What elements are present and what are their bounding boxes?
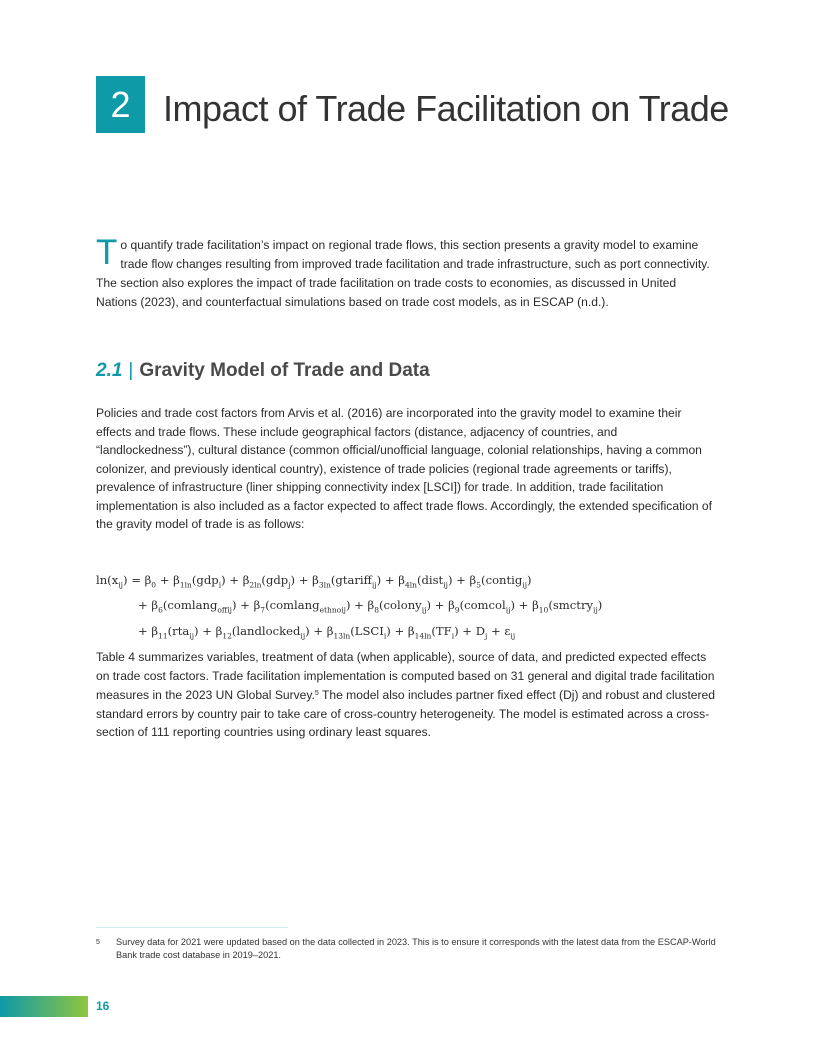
paragraph-2-text-b: The model also includes partner fixed effect (Dj) and robust and clustered standard errors by country pair to take care of cross-country heterogeneity. The model is estimated across a cross-section of 111 reporting countries using ordinary least squares. bbox=[96, 688, 716, 739]
gravity-equation bbox=[96, 570, 736, 646]
paragraph-2-text-a: Table 4 summarizes variables, treatment of data (when applicable), source of data, and predicted expected effects on trade cost factors. Trade facilitation implementation is computed based on 31 general and digital trade facilitation measures in the 2023 UN Global Survey. bbox=[96, 650, 715, 702]
footnote-divider bbox=[96, 927, 288, 928]
section-heading bbox=[96, 358, 430, 384]
footnote bbox=[96, 936, 718, 962]
chapter-number-badge: 2 bbox=[96, 76, 145, 133]
equation-line-3: + $\beta_{11}(rta_{ij})$ + $\beta_{12}(landlocked_{ij})$ + $\beta_{13ln}(LSCI_i) + \beta_{14ln}(TF_i) + D_j + \varepsilon_{ij}$ bbox=[138, 623, 516, 640]
drop-cap: T bbox=[96, 233, 118, 272]
body-paragraph-1: Policies and trade cost factors from Arvis et al. (2016) are incorporated into the gravity model to examine their effects and trade flows. These include geographical factors (distance, adjacency of countries, and “landlockedness”), cultural distance (common official/unofficial language, colonial relationships, having a common colonizer, and previously identical country), existence of trade policies (regional trade agreements or tariffs), prevalence of infrastructure (liner shipping connectivity index [LSCI]) for trade. In addition, trade facilitation implementation is also included as a factor expected to affect trade flows. Accordingly, the extended specification of the gravity model of trade is as follows: bbox=[96, 406, 713, 531]
footnote-reference[interactable]: 5 bbox=[314, 690, 319, 697]
chapter-title: Impact of Trade Facilitation on Trade bbox=[163, 88, 729, 129]
footnote-number: 5 bbox=[96, 939, 100, 946]
section-number: 2.1 bbox=[96, 360, 123, 381]
equation-line-1: $\ln(x_{ij}) = \beta_0 + \beta_{1ln}(gdp_i) + \beta_{2ln}(gdp_j)$ + $\beta_{3ln}(gtariff_{ij})$ + $\beta_{4ln}(dist_{ij})$ + $\beta_5(contig_{ij})$ bbox=[96, 573, 532, 590]
body-paragraph-2 bbox=[96, 648, 718, 742]
intro-text: o quantify trade facilitation’s impact on regional trade flows, this section presents a gravity model to examine trade flow changes resulting from improved trade facilitation and trade infrastructure, such as port connectivity. The section also explores the impact of trade facilitation on trade costs to economies, as discussed in United Nations (2023), and counterfactual simulations based on trade cost models, as in ESCAP (n.d.). bbox=[96, 238, 710, 309]
page-number: 16 bbox=[96, 999, 110, 1013]
intro-paragraph bbox=[96, 233, 718, 312]
footnote-text: Survey data for 2021 were updated based on the data collected in 2023. This is to ensure it corresponds with the latest data from the ESCAP-World Bank trade cost database in 2019–2021. bbox=[116, 937, 716, 960]
section-title: Gravity Model of Trade and Data bbox=[139, 360, 430, 381]
footer-gradient-bar bbox=[0, 996, 88, 1017]
section-separator: | bbox=[128, 360, 134, 381]
equation-line-2: + $\beta_6(comlang_{offij})$ + $\beta_7(comlang_{ethnoij})$ + $\beta_8(colony_{ij})$ + $\beta_9(comcol_{ij})$ + $\beta_{10}(smctry_{ij})$ bbox=[138, 598, 603, 615]
